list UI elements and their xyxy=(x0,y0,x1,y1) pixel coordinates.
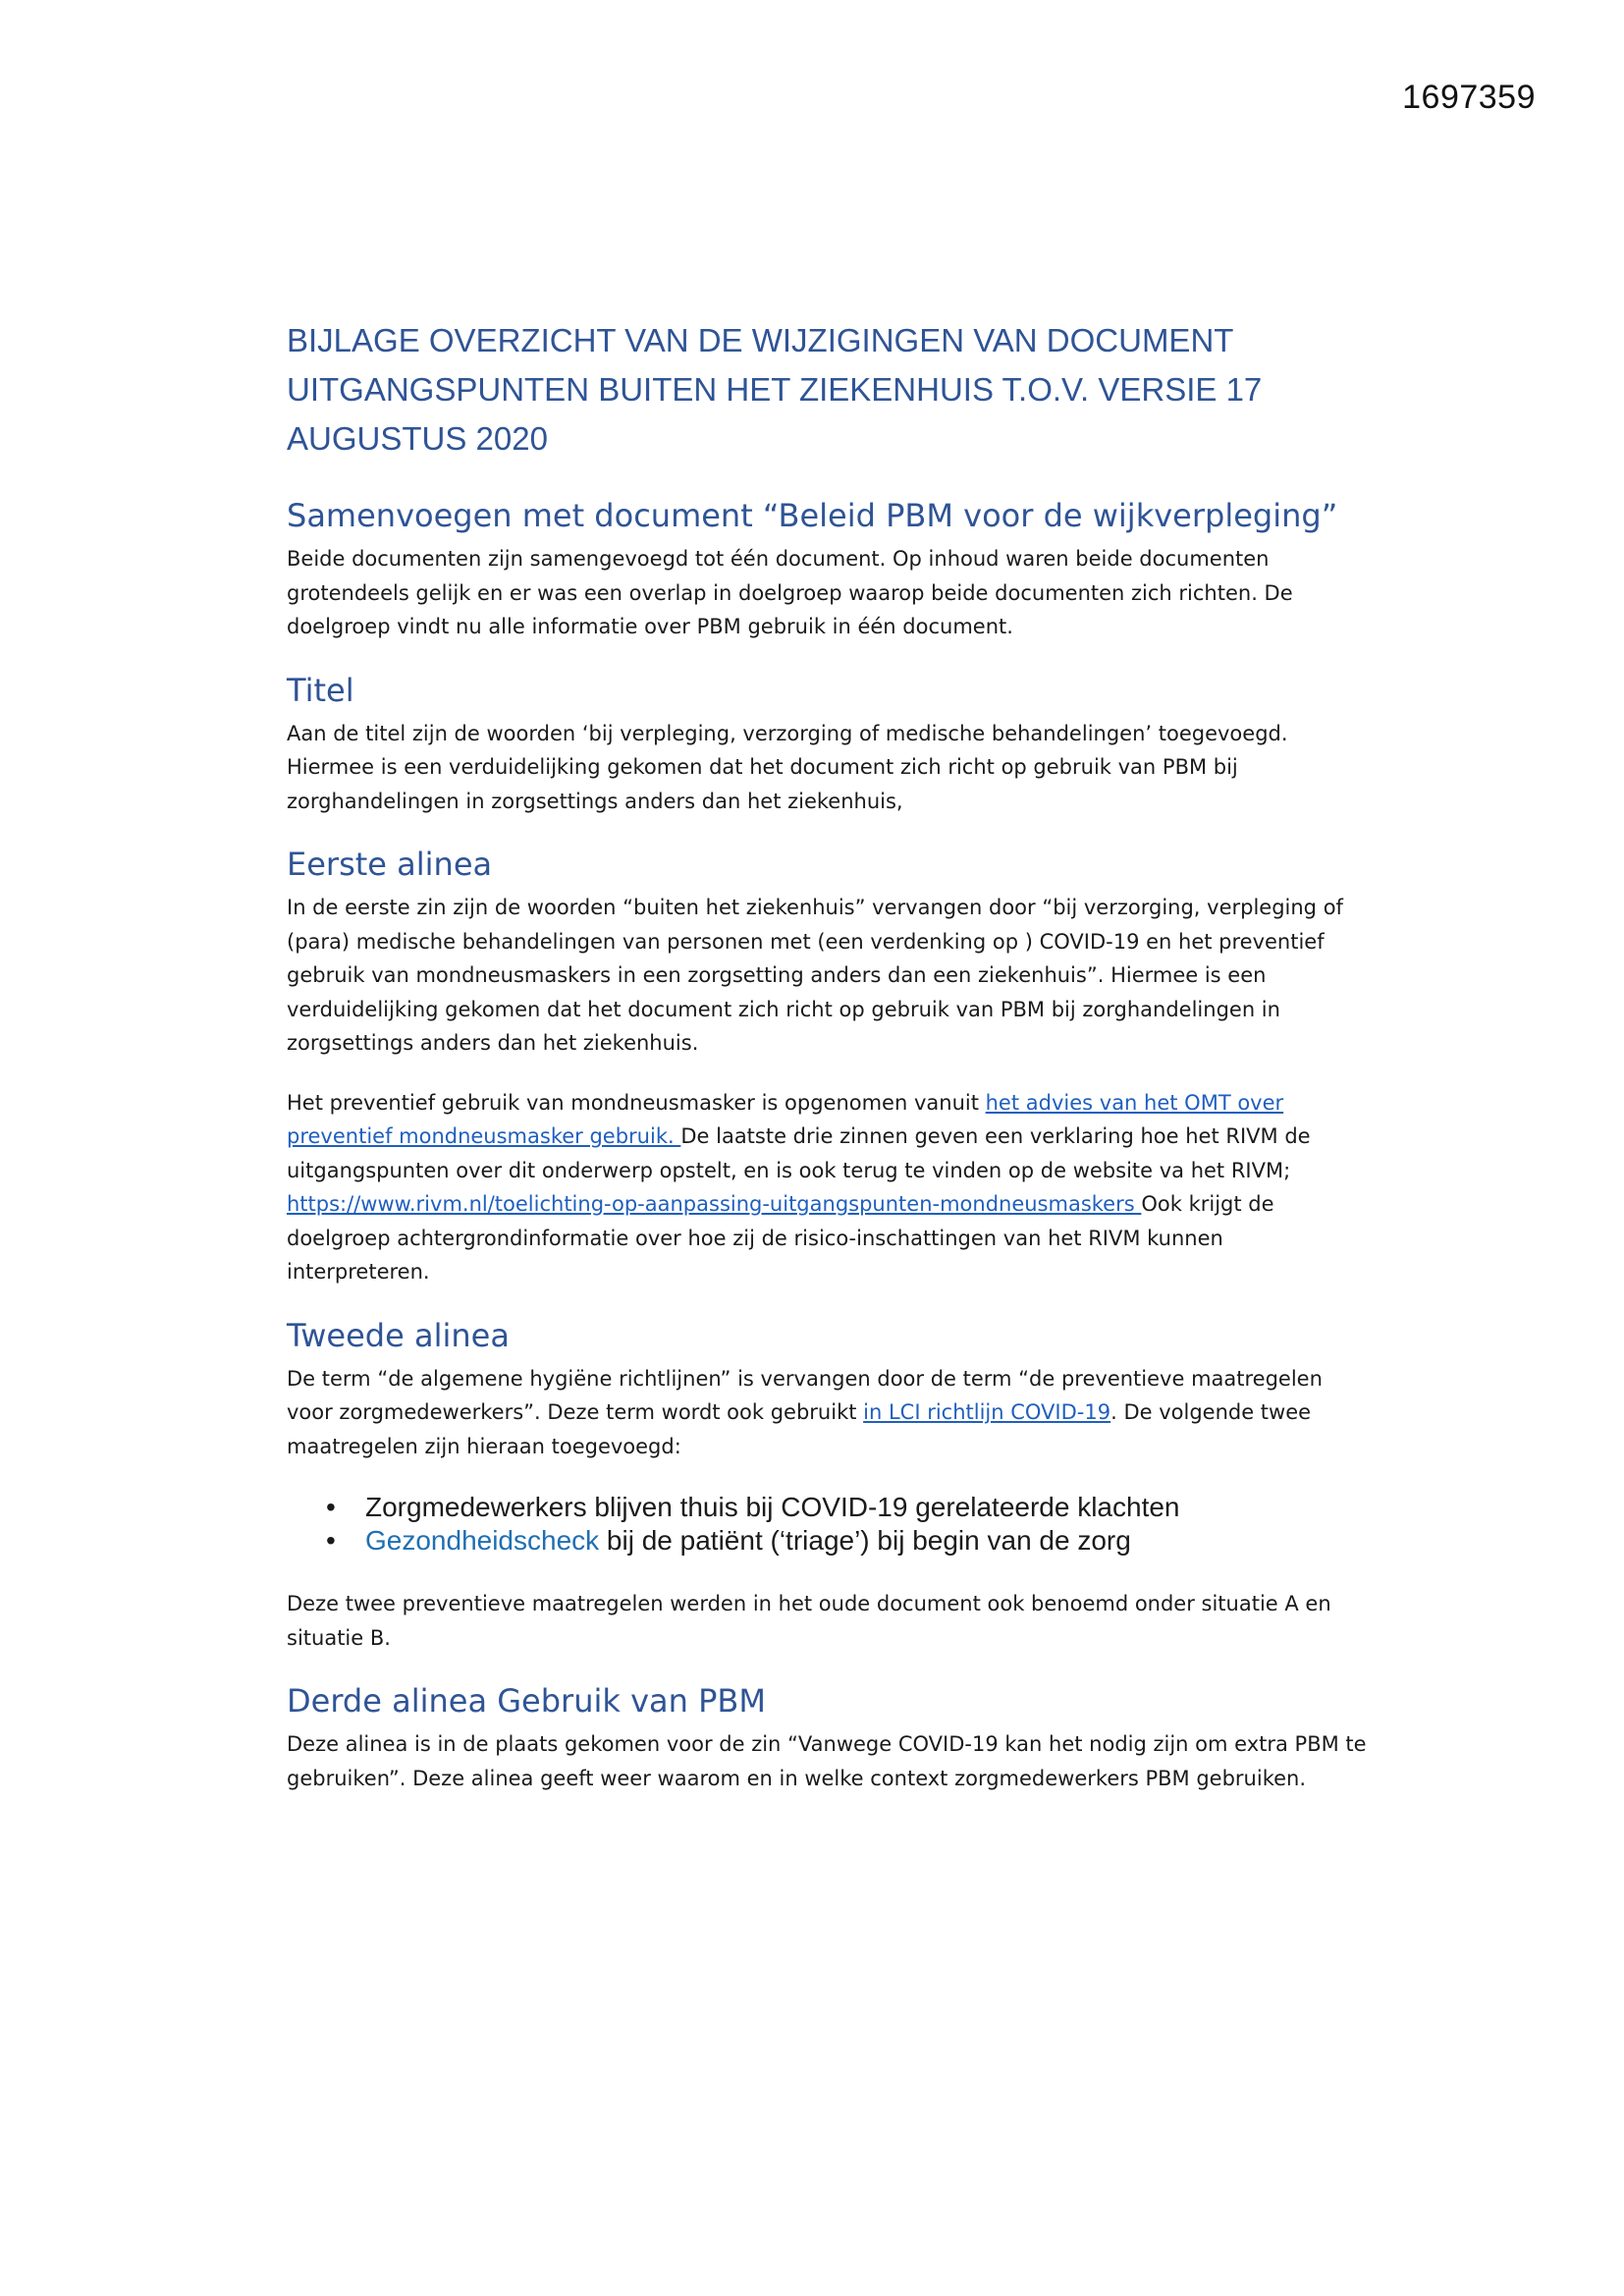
text-span: . De volgende twee maatregelen zijn hieraan toegevoegd: xyxy=(287,1400,1312,1458)
paragraph: Deze twee preventieve maatregelen werden in het oude document ook benoemd onder situatie A en situatie B. xyxy=(287,1592,1331,1650)
paragraph: Deze alinea is in de plaats gekomen voor de zin “Vanwege COVID-19 kan het nodig zijn om extra PBM te gebruiken”. Deze alinea geeft weer waarom en in welke context zorgmedewerkers PBM gebruiken. xyxy=(287,1732,1367,1790)
document-number: 1697359 xyxy=(1402,79,1536,116)
paragraph-with-links xyxy=(287,1086,1367,1289)
section-heading: Tweede alinea xyxy=(287,1316,510,1354)
section-tweede-alinea xyxy=(287,1315,1367,1656)
document-title: BIJLAGE OVERZICHT VAN DE WIJZIGINGEN VAN DOCUMENT UITGANGSPUNTEN BUITEN HET ZIEKENHUIS T.O.V. VERSIE 17 AUGUSTUS 2020 xyxy=(287,322,1263,457)
lci-guideline-link[interactable]: in LCI richtlijn COVID-19 xyxy=(863,1400,1111,1424)
bullet-icon: • xyxy=(326,1525,336,1556)
paragraph: Beide documenten zijn samengevoegd tot één document. Op inhoud waren beide documenten grotendeels gelijk en er was een overlap in doelgroep waarop beide documenten zich richten. De doelgroep vindt nu alle informatie over PBM gebruik in één document. xyxy=(287,547,1293,638)
list-item xyxy=(326,1491,1367,1524)
rivm-url-link[interactable]: https://www.rivm.nl/toelichting-op-aanpassing-uitgangspunten-mondneusmaskers xyxy=(287,1192,1142,1216)
text-span: Ook krijgt de doelgroep achtergrondinformatie over hoe zij de risico-inschattingen van het RIVM kunnen interpreteren. xyxy=(287,1192,1274,1284)
omt-advice-link[interactable]: het advies van het OMT over preventief mondneusmasker gebruik. xyxy=(287,1090,1284,1148)
section-titel xyxy=(287,670,1367,819)
text-span: De term “de algemene hygiëne richtlijnen” is vervangen door de term “de preventieve maatregelen voor zorgmedewerkers”. Deze term wordt ook gebruikt xyxy=(287,1366,1323,1424)
list-item-text: bij de patiënt (‘triage’) bij begin van de zorg xyxy=(599,1525,1131,1556)
document-body xyxy=(287,316,1367,1821)
bullet-icon: • xyxy=(326,1492,336,1522)
list-item-text: Zorgmedewerkers blijven thuis bij COVID-19 gerelateerde klachten xyxy=(365,1492,1180,1522)
paragraph: In de eerste zin zijn de woorden “buiten het ziekenhuis” vervangen door “bij verzorging, verpleging of (para) medische behandelingen van personen met (een verdenking op ) COVID-19 en het preventief gebruik van mondneusmaskers in een zorgsetting anders dan een ziekenhuis”. Hiermee is een verduidelijking gekomen dat het document zich richt op gebruik van PBM bij zorghandelingen in zorgsettings anders dan het ziekenhuis. xyxy=(287,896,1343,1055)
section-heading: Titel xyxy=(287,671,354,709)
bullet-list xyxy=(326,1491,1367,1558)
list-item xyxy=(326,1524,1367,1558)
paragraph-with-link xyxy=(287,1362,1367,1464)
text-span: De laatste drie zinnen geven een verklaring hoe het RIVM de uitgangspunten over dit onderwerp opstelt, en is ook terug te vinden op de website va het RIVM; xyxy=(287,1124,1311,1182)
accent-text: Gezondheidscheck xyxy=(365,1525,600,1556)
section-eerste-alinea xyxy=(287,844,1367,1289)
section-samenvoegen xyxy=(287,495,1367,644)
text-span: Het preventief gebruik van mondneusmasker is opgenomen vanuit xyxy=(287,1090,986,1115)
section-heading: Derde alinea Gebruik van PBM xyxy=(287,1682,766,1720)
section-heading: Eerste alinea xyxy=(287,846,493,883)
section-derde-alinea xyxy=(287,1680,1367,1795)
section-heading: Samenvoegen met document “Beleid PBM voor de wijkverpleging” xyxy=(287,497,1338,534)
paragraph: Aan de titel zijn de woorden ‘bij verpleging, verzorging of medische behandelingen’ toegevoegd. Hiermee is een verduidelijking gekomen dat het document zich richt op gebruik van PBM bij zorghandelingen in zorgsettings anders dan het ziekenhuis, xyxy=(287,721,1288,813)
